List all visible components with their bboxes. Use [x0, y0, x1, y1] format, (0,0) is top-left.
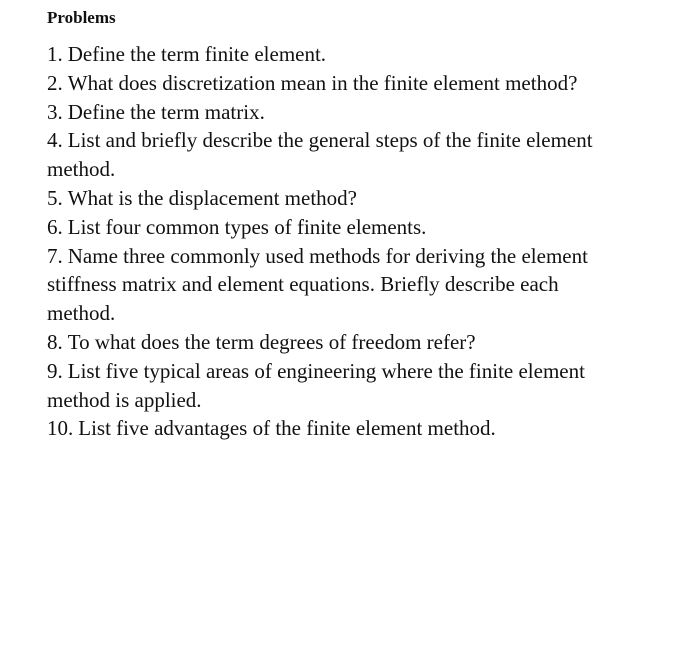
problem-item: [47, 213, 687, 242]
problem-item: [47, 242, 607, 328]
problem-text: Name three commonly used methods for deriving the element stiffness matrix and element equations. Briefly describe each method.: [47, 243, 588, 326]
problem-item: [47, 40, 687, 69]
problem-text: List four common types of finite elements.: [67, 214, 427, 239]
problem-text: What does discretization mean in the finite element method?: [67, 70, 578, 95]
problem-text: What is the displacement method?: [67, 185, 357, 210]
problem-number: 10.: [47, 416, 74, 441]
problems-section: [47, 8, 687, 443]
problem-number: 9.: [47, 358, 63, 383]
problem-number: 4.: [47, 128, 63, 153]
problem-item: [47, 69, 687, 98]
problem-text: List five advantages of the finite element method.: [78, 416, 496, 441]
section-heading: Problems: [47, 8, 116, 27]
problem-item: [47, 126, 607, 184]
problem-text: List five typical areas of engineering where the finite element method is applied.: [47, 358, 585, 412]
problem-number: 6.: [47, 214, 63, 239]
problem-number: 2.: [47, 70, 63, 95]
problem-text: List and briefly describe the general steps of the finite element method.: [47, 128, 593, 182]
problem-item: [47, 98, 687, 127]
problem-number: 5.: [47, 185, 63, 210]
problem-number: 3.: [47, 99, 63, 124]
problem-item: [47, 414, 687, 443]
problem-text: Define the term matrix.: [67, 99, 265, 124]
problem-text: To what does the term degrees of freedom refer?: [67, 329, 476, 354]
problem-list: [47, 40, 687, 443]
problem-item: [47, 328, 687, 357]
problem-number: 1.: [47, 42, 63, 66]
problem-number: 7.: [47, 243, 63, 268]
problem-number: 8.: [47, 329, 63, 354]
problem-item: [47, 184, 687, 213]
problem-text: Define the term finite element.: [67, 42, 327, 66]
problem-item: [47, 357, 607, 415]
